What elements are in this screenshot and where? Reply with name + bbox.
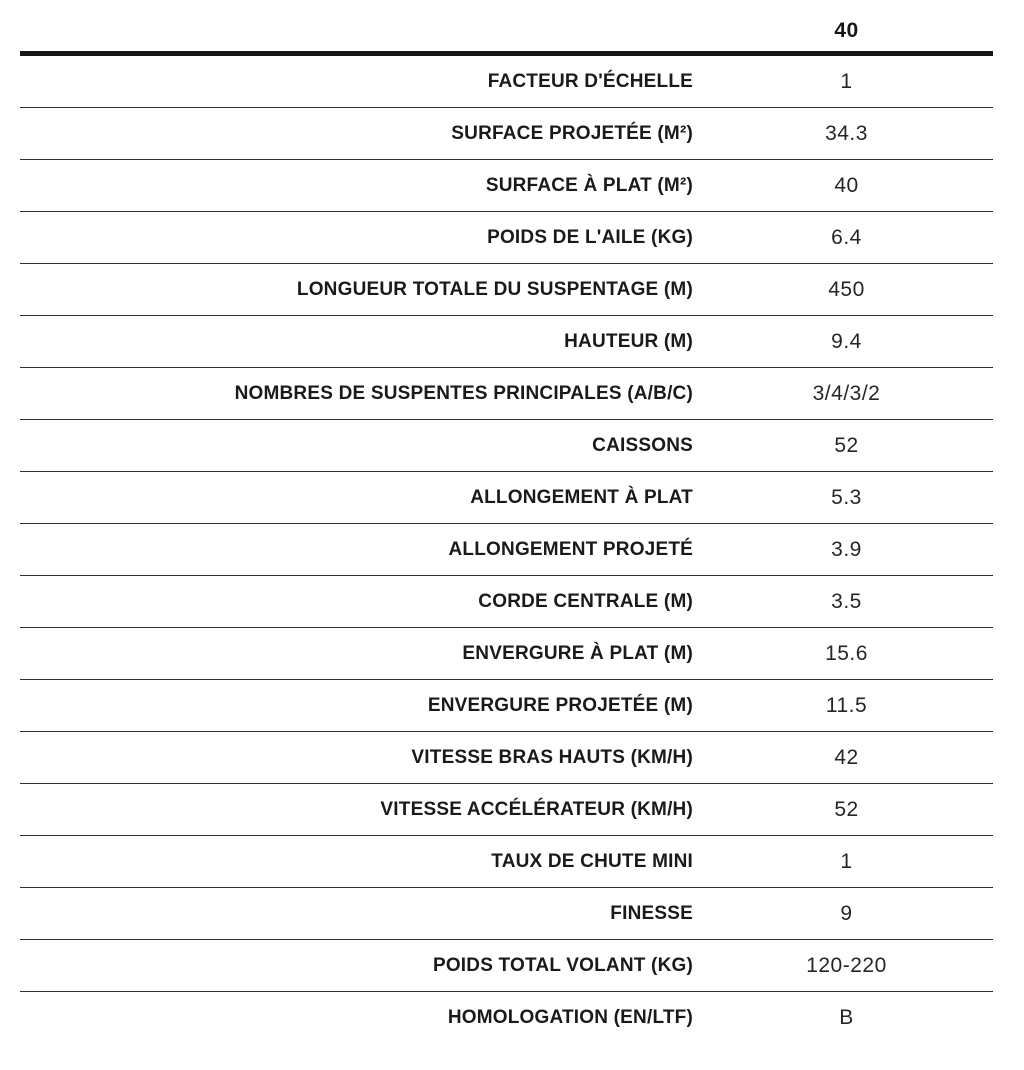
table-row [20, 160, 993, 212]
row-label: ALLONGEMENT PROJETÉ [448, 538, 693, 560]
row-value: 3.5 [831, 589, 862, 613]
row-label: LONGUEUR TOTALE DU SUSPENTAGE (M) [296, 278, 693, 300]
row-label: VITESSE BRAS HAUTS (KM/H) [411, 746, 693, 768]
row-label: SURFACE À PLAT (M²) [485, 174, 693, 196]
table-row [20, 264, 993, 316]
row-value: B [839, 1006, 854, 1029]
row-value: 11.5 [825, 693, 868, 717]
row-label: HAUTEUR (M) [564, 330, 693, 352]
table-row [20, 56, 993, 108]
table-row [20, 420, 993, 472]
row-label: FINESSE [610, 902, 693, 924]
row-label: VITESSE ACCÉLÉRATEUR (KM/H) [380, 798, 693, 820]
row-label: CORDE CENTRALE (M) [478, 590, 693, 612]
row-label: POIDS DE L'AILE (KG) [487, 226, 693, 248]
table-row [20, 368, 993, 420]
row-value: 40 [834, 173, 859, 197]
table-row [20, 992, 993, 1044]
table-row [20, 836, 993, 888]
row-label: SURFACE PROJETÉE (M²) [451, 122, 693, 144]
row-label: TAUX DE CHUTE MINI [491, 850, 693, 872]
table-row [20, 472, 993, 524]
table-header-row [20, 0, 993, 56]
row-label: POIDS TOTAL VOLANT (KG) [432, 954, 693, 976]
table-row [20, 940, 993, 992]
spec-table [20, 0, 993, 1044]
column-header-size: 40 [834, 18, 859, 42]
table-row [20, 628, 993, 680]
row-value: 6.4 [831, 225, 862, 249]
row-value: 3/4/3/2 [812, 381, 881, 405]
row-value: 9.4 [831, 329, 862, 353]
row-value: 3.9 [831, 537, 862, 561]
row-label: HOMOLOGATION (EN/LTF) [447, 1007, 693, 1028]
row-value: 52 [834, 433, 859, 457]
row-label: FACTEUR D'ÉCHELLE [487, 70, 693, 92]
row-value: 9 [840, 901, 853, 925]
row-value: 15.6 [825, 641, 868, 665]
table-row [20, 784, 993, 836]
row-label: ALLONGEMENT À PLAT [470, 486, 693, 508]
row-value: 42 [834, 745, 859, 769]
row-value: 120-220 [806, 953, 887, 977]
row-label: ENVERGURE À PLAT (M) [462, 642, 693, 664]
row-value: 34.3 [825, 121, 868, 145]
row-label: ENVERGURE PROJETÉE (M) [427, 694, 693, 716]
row-label: CAISSONS [592, 434, 693, 456]
table-row [20, 888, 993, 940]
table-row [20, 524, 993, 576]
table-row [20, 576, 993, 628]
table-body [20, 56, 993, 1044]
row-value: 450 [828, 277, 865, 301]
row-value: 52 [834, 797, 859, 821]
row-value: 1 [840, 69, 853, 93]
row-value: 1 [840, 849, 853, 873]
table-row [20, 680, 993, 732]
table-row [20, 212, 993, 264]
table-row [20, 108, 993, 160]
table-row [20, 316, 993, 368]
row-value: 5.3 [831, 485, 862, 509]
row-label: NOMBRES DE SUSPENTES PRINCIPALES (A/B/C) [234, 382, 693, 404]
table-row [20, 732, 993, 784]
